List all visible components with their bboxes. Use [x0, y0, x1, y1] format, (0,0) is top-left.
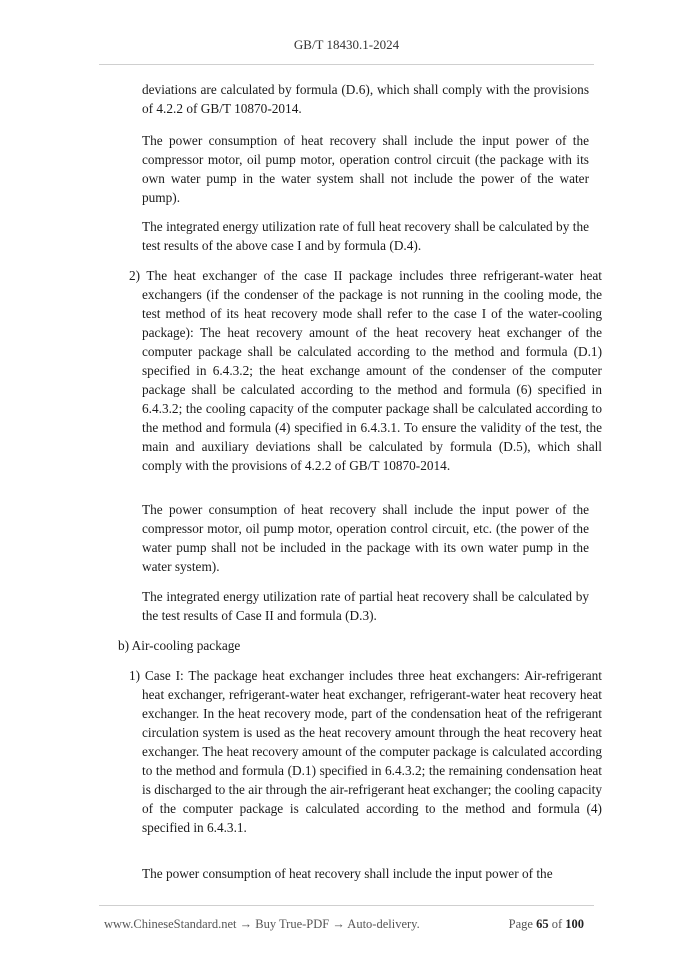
header-divider — [99, 64, 594, 65]
page-total: 100 — [565, 917, 584, 931]
paragraph-power-consumption-partial: The power consumption of heat recovery shall include the input power of the compressor motor, oil pump motor, operation control circuit, etc. (the power of the water pump shall not be included in the package with its own water pump in the water system). — [142, 502, 589, 574]
list-item-air-case-i: 1) Case I: The package heat exchanger includes three heat exchangers: Air-refrigerant heat exchanger, refrigerant-water heat exchanger, refrigerant-water heat recovery heat exchanger. In the heat recovery mode, part of the condensation heat of the refrigerant circulation system is used as the heat recovery amount through the heat recovery heat exchanger. The heat recovery amount of the computer package is calculated according to the method and formula (D.1) specified in 6.4.3.2; the remaining condensation heat is discharged to the air through the air-refrigerant heat exchanger; the cooling capacity of the computer package is calculated according to the method and formula (4) specified in 6.4.3.1. — [129, 668, 602, 835]
paragraph-energy-rate-partial: The integrated energy utilization rate of partial heat recovery shall be calculated by the test results of Case II and formula (D.3). — [142, 589, 589, 623]
paragraph-power-consumption-air: The power consumption of heat recovery shall include the input power of the — [142, 866, 553, 881]
page-footer — [104, 917, 584, 932]
paragraph-energy-rate-full: The integrated energy utilization rate of full heat recovery shall be calculated by the test results of the above case I and by formula (D.4). — [142, 219, 589, 253]
list-item-case-ii: 2) The heat exchanger of the case II package includes three refrigerant-water heat exchangers (if the condenser of the package is not running in the cooling mode, the test method of its heat recovery mode shall refer to the case I of the water-cooling package): The heat recovery amount of the heat recovery heat exchanger of the computer package shall be calculated according to the method and formula (D.1) specified in 6.4.3.2; the heat exchange amount of the condenser of the computer package shall be calculated according to the method and formula (6) specified in 6.4.3.2; the cooling capacity of the computer package shall be calculated according to the method and formula (4) specified in 6.4.3.1. To ensure the validity of the test, the main and auxiliary deviations shall be calculated by formula (D.5), which shall comply with the provisions of 4.2.2 of GB/T 10870-2014. — [129, 268, 602, 473]
paragraph-power-consumption-full: The power consumption of heat recovery shall include the input power of the compressor motor, oil pump motor, operation control circuit (the package with its own water pump in the water system shall not include the power of the water pump). — [142, 133, 589, 205]
page-indicator: Page 65 of 100 — [508, 917, 584, 931]
paragraph-deviation-note: deviations are calculated by formula (D.6), which shall comply with the provisions of 4.2.2 of GB/T 10870-2014. — [142, 82, 589, 116]
section-heading-air-cooling: b) Air-cooling package — [118, 638, 241, 653]
footer-source-link[interactable]: www.ChineseStandard.net → Buy True-PDF → Auto-delivery. — [104, 917, 420, 931]
page-number: 65 — [536, 917, 549, 931]
footer-divider — [99, 905, 594, 906]
page-header: GB/T 18430.1-2024 — [293, 37, 400, 52]
